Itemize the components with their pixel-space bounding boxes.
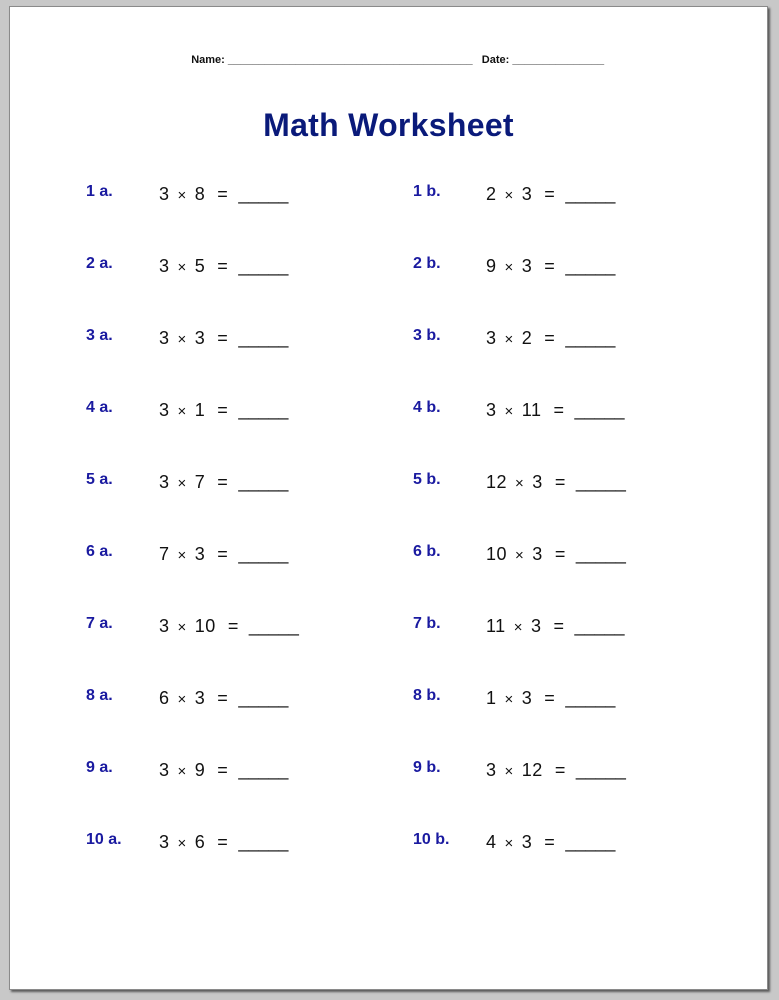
problem-expression [159,544,288,565]
right-operand: 1 [194,400,206,420]
right-operand: 3 [521,256,533,276]
equals-sign: = [227,616,239,636]
left-operand: 3 [159,400,170,420]
answer-blank: _____ [248,616,299,636]
answer-blank: _____ [238,472,289,492]
answer-blank: _____ [575,760,626,780]
right-operand: 5 [194,256,206,276]
problem-label: 2 a. [86,255,113,272]
problem-label: 5 a. [86,471,113,488]
problem-expression [159,400,288,421]
problem-label: 9 b. [413,759,441,776]
problem-label: 8 a. [86,687,113,704]
answer-blank: _____ [238,256,289,276]
right-operand: 8 [194,184,206,204]
problem-label: 3 a. [86,327,113,344]
times-sign: × [504,331,514,348]
left-operand: 1 [486,688,497,708]
problem-expression [486,400,625,421]
times-sign: × [513,619,523,636]
problem-expression [486,760,626,781]
left-operand: 3 [486,400,497,420]
equals-sign: = [217,472,229,492]
answer-blank: _____ [565,256,616,276]
answer-blank: _____ [565,328,616,348]
times-sign: × [515,547,525,564]
problem-expression [486,544,626,565]
right-operand: 3 [194,328,206,348]
answer-blank: _____ [565,832,616,852]
left-operand: 3 [159,616,170,636]
problem-label: 3 b. [413,327,441,344]
left-operand: 2 [486,184,497,204]
right-operand: 10 [194,616,216,636]
answer-blank: _____ [238,832,289,852]
times-sign: × [177,331,187,348]
problem-label: 7 a. [86,615,113,632]
answer-blank: _____ [238,760,289,780]
equals-sign: = [217,688,229,708]
problem-label: 8 b. [413,687,441,704]
left-operand: 11 [486,616,506,636]
problem-label: 4 b. [413,399,441,416]
problem-label: 7 b. [413,615,441,632]
equals-sign: = [553,400,565,420]
answer-blank: _____ [238,184,289,204]
answer-blank: _____ [565,688,616,708]
equals-sign: = [217,400,229,420]
problem-expression [159,832,288,853]
left-operand: 4 [486,832,497,852]
problem-label: 6 a. [86,543,113,560]
answer-blank: _____ [238,544,289,564]
right-operand: 3 [194,688,206,708]
answer-blank: _____ [574,616,625,636]
left-operand: 3 [159,256,170,276]
problem-label: 10 a. [86,831,122,848]
times-sign: × [177,619,187,636]
left-operand: 6 [159,688,170,708]
answer-blank: _____ [575,544,626,564]
right-operand: 2 [521,328,533,348]
problem-expression [159,256,288,277]
equals-sign: = [217,832,229,852]
times-sign: × [177,835,187,852]
equals-sign: = [217,760,229,780]
times-sign: × [504,259,514,276]
left-operand: 3 [159,472,170,492]
problem-expression [159,760,288,781]
problem-expression [486,184,615,205]
left-operand: 3 [159,760,170,780]
problem-expression [486,832,615,853]
problem-expression [159,472,288,493]
equals-sign: = [544,184,556,204]
name-label: Name: [191,54,225,66]
equals-sign: = [553,616,565,636]
left-operand: 3 [486,760,497,780]
times-sign: × [177,475,187,492]
right-operand: 3 [521,832,533,852]
right-operand: 6 [194,832,206,852]
times-sign: × [177,547,187,564]
right-operand: 11 [521,400,542,420]
equals-sign: = [554,544,566,564]
problem-expression [486,256,615,277]
equals-sign: = [217,184,229,204]
left-operand: 12 [486,472,508,492]
worksheet-title: Math Worksheet [263,107,514,143]
right-operand: 7 [194,472,206,492]
times-sign: × [177,763,187,780]
times-sign: × [504,187,514,204]
problem-label: 5 b. [413,471,441,488]
left-operand: 3 [159,328,170,348]
right-operand: 3 [532,472,543,492]
times-sign: × [504,763,514,780]
problem-label: 6 b. [413,543,441,560]
equals-sign: = [544,256,556,276]
times-sign: × [504,403,514,420]
equals-sign: = [544,688,556,708]
answer-blank: _____ [238,400,289,420]
problem-label: 1 a. [86,183,113,200]
equals-sign: = [554,760,566,780]
times-sign: × [515,475,525,492]
left-operand: 10 [486,544,508,564]
date-label: Date: [481,54,510,66]
answer-blank: _____ [565,184,616,204]
problem-label: 2 b. [413,255,441,272]
right-operand: 3 [521,184,533,204]
answer-blank: _____ [575,472,626,492]
left-operand: 3 [159,184,170,204]
right-operand: 3 [530,616,542,636]
times-sign: × [177,187,187,204]
problem-label: 9 a. [86,759,113,776]
date-line: _______________ [512,54,605,66]
equals-sign: = [544,328,556,348]
equals-sign: = [217,544,229,564]
left-operand: 3 [159,832,170,852]
times-sign: × [177,691,187,708]
equals-sign: = [217,256,229,276]
name-date-header [10,42,767,78]
left-operand: 9 [486,256,497,276]
answer-blank: _____ [574,400,625,420]
left-operand: 3 [486,328,497,348]
worksheet-page [9,6,768,990]
problem-label: 4 a. [86,399,113,416]
right-operand: 3 [194,544,206,564]
problem-expression [486,616,625,637]
problem-expression [159,616,299,637]
left-operand: 7 [159,544,170,564]
equals-sign: = [554,472,566,492]
right-operand: 3 [532,544,543,564]
right-operand: 9 [194,760,206,780]
problem-expression [486,688,615,709]
times-sign: × [504,691,514,708]
problem-label: 1 b. [413,183,441,200]
answer-blank: _____ [238,688,289,708]
right-operand: 3 [521,688,533,708]
problem-label: 10 b. [413,831,450,848]
problem-expression [486,328,615,349]
times-sign: × [504,835,514,852]
right-operand: 12 [521,760,543,780]
name-line: ________________________________________ [227,54,473,66]
answer-blank: _____ [238,328,289,348]
problem-expression [159,688,288,709]
times-sign: × [177,403,187,420]
times-sign: × [177,259,187,276]
equals-sign: = [217,328,229,348]
problem-expression [486,472,626,493]
problem-expression [159,184,288,205]
problem-expression [159,328,288,349]
equals-sign: = [544,832,556,852]
